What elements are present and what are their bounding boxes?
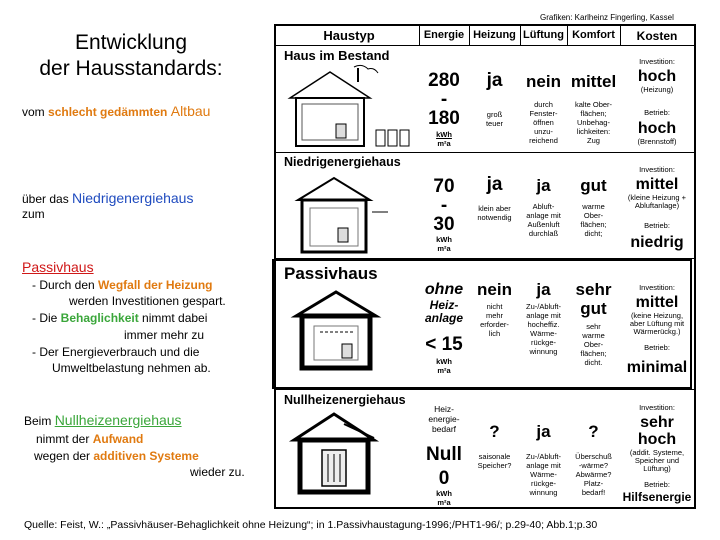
lueftung-bestand-note: durch Fenster- öffnen unzu- reichend xyxy=(529,100,558,145)
cost-investition-bestand: hoch xyxy=(637,68,677,85)
cost-label-investition: Investition: xyxy=(639,403,675,412)
unit-kwh: kWh xyxy=(436,489,452,498)
lueftung-niedrig: ja xyxy=(536,176,551,195)
house-standards-table xyxy=(274,24,696,509)
title-line-1: Entwicklung xyxy=(74,31,188,54)
komfort-niedrig: gut xyxy=(580,176,607,195)
header-energie: Energie xyxy=(423,29,465,41)
energie-niedrig-max: 70 xyxy=(433,176,455,197)
page-title xyxy=(6,30,256,82)
cost-betrieb-passiv: minimal xyxy=(626,359,688,376)
row-title-passivhaus: Passivhaus xyxy=(284,264,378,283)
komfort-bestand-note: kalte Ober- flächen; Unbehag- lichkeiten: Zug xyxy=(574,100,613,145)
energie-passiv: ohne xyxy=(424,281,464,298)
cost-label-betrieb: Betrieb: xyxy=(644,221,670,230)
cost-investition-bestand-note: (Heizung) xyxy=(640,85,674,94)
komfort-passiv: sehr gut xyxy=(575,280,612,318)
heizung-passiv-note: nicht mehr erforder- lich xyxy=(480,302,509,338)
paragraph-nullheiz-line-2 xyxy=(36,432,143,446)
unit-kwh: kWh xyxy=(436,357,452,366)
komfort-niedrig-note: warme Ober- flächen; dicht; xyxy=(580,202,607,238)
bullet-1 xyxy=(32,278,213,292)
paragraph-niedrig xyxy=(22,190,193,206)
title-line-2: der Hausstandards: xyxy=(39,57,223,80)
lueftung-null-note: Zu-/Abluft- anlage mit Wärme- rückge- winnung xyxy=(525,452,561,497)
energie-null-value: 0 xyxy=(438,468,450,489)
text: - Die xyxy=(32,311,61,325)
heizung-niedrig-note: klein aber notwendig xyxy=(477,204,512,222)
energie-null-label: Heiz- energie- bedarf xyxy=(428,404,460,434)
highlight-behaglichkeit: Behaglichkeit xyxy=(60,311,139,325)
komfort-passiv-note: sehr warme Ober- flächen; dicht. xyxy=(580,322,607,367)
house-section-icon xyxy=(284,410,412,496)
unit-m2a: m²a xyxy=(437,139,451,148)
header-haustyp: Haustyp xyxy=(323,28,375,43)
unit-kwh: kWh xyxy=(436,130,452,139)
komfort-null: ? xyxy=(588,422,599,441)
text: - Durch den xyxy=(32,278,99,292)
text: vom xyxy=(22,105,49,119)
paragraph-altbau xyxy=(22,103,210,119)
text: nimmt dabei xyxy=(138,311,208,325)
header-heizung: Heizung xyxy=(473,29,516,41)
komfort-null-note: Überschuß -wärme? Abwärme? Platz- bedarf! xyxy=(575,452,612,497)
heizung-null: ? xyxy=(489,422,500,441)
heizung-niedrig: ja xyxy=(486,174,503,195)
cost-betrieb-bestand-note: (Brennstoff) xyxy=(637,137,677,146)
bullet-3: - Der Energieverbrauch und die xyxy=(32,345,200,359)
term-nullheizenergiehaus: Nullheizenergiehaus xyxy=(54,412,182,428)
energie-niedrig-min: 30 xyxy=(433,214,455,235)
text: wegen der xyxy=(34,449,94,463)
cost-label-investition: Investition: xyxy=(639,57,675,66)
cost-investition-passiv: mittel xyxy=(635,294,679,311)
unit-m2a: m²a xyxy=(437,244,451,253)
komfort-bestand: mittel xyxy=(570,72,617,91)
energie-passiv-sub: Heiz- anlage xyxy=(424,298,463,325)
graphic-credit: Grafiken: Karlheinz Fingerling, Kassel xyxy=(540,13,674,22)
energie-bestand-max: 280 xyxy=(428,70,460,91)
unit-m2a: m²a xyxy=(437,498,451,507)
cost-label-investition: Investition: xyxy=(639,283,675,292)
lueftung-passiv-note: Zu-/Abluft- anlage mit hocheffiz. Wärme- rückge- winnung xyxy=(525,302,561,356)
source-citation: Quelle: Feist, W.: „Passivhäuser-Behaglichkeit ohne Heizung“; in 1.Passivhaustagung-1996;/PHT1-96/; p.29-40; Abb.1;p.30 xyxy=(24,519,598,531)
cost-betrieb-niedrig: niedrig xyxy=(630,234,684,251)
header-komfort: Komfort xyxy=(572,29,615,41)
energie-bestand-min: 180 xyxy=(428,108,460,129)
cost-label-investition: Investition: xyxy=(639,165,675,174)
unit-m2a: m²a xyxy=(437,366,451,375)
term-niedrigenergiehaus: Niedrigenergiehaus xyxy=(72,190,194,206)
bullet-2-line-2: immer mehr zu xyxy=(124,328,205,342)
bullet-3-line-2: Umweltbelastung nehmen ab. xyxy=(52,361,211,375)
term-passivhaus: Passivhaus xyxy=(22,259,94,275)
unit-kwh: kWh xyxy=(436,235,452,244)
bullet-2 xyxy=(32,311,207,325)
highlight-insulation: schlecht gedämmten xyxy=(48,105,168,119)
lueftung-null: ja xyxy=(536,422,551,441)
house-section-icon xyxy=(284,64,412,150)
paragraph-nullheiz-line-3 xyxy=(34,449,199,463)
energie-null: Null xyxy=(426,444,462,465)
energie-passiv-value: < 15 xyxy=(425,334,463,355)
highlight-additive-systeme: additiven Systeme xyxy=(93,449,199,463)
header-kosten: Kosten xyxy=(636,29,678,43)
heizung-passiv: nein xyxy=(477,280,512,299)
house-section-icon xyxy=(284,172,412,258)
text-zum: zum xyxy=(22,207,45,221)
cost-investition-niedrig-note: (kleine Heizung + Abluftanlage) xyxy=(627,193,687,210)
bullet-1-line-2: werden Investitionen gespart. xyxy=(69,294,226,308)
heizung-bestand-note: groß teuer xyxy=(485,110,504,128)
paragraph-nullheiz-line-4: wieder zu. xyxy=(190,465,245,479)
cost-label-betrieb: Betrieb: xyxy=(644,343,670,352)
row-title-niedrig: Niedrigenergiehaus xyxy=(284,155,401,169)
lueftung-niedrig-note: Abluft- anlage mit Außenluft durchlaß xyxy=(526,202,561,238)
heizung-null-note: saisonale Speicher? xyxy=(477,452,512,470)
cost-betrieb-bestand: hoch xyxy=(637,120,677,137)
cost-investition-niedrig: mittel xyxy=(635,176,679,193)
heading-passivhaus xyxy=(22,259,94,275)
header-lueftung: Lüftung xyxy=(523,29,564,41)
text: Beim xyxy=(24,414,55,428)
house-section-icon xyxy=(284,288,412,374)
energie-bestand-dash: - xyxy=(440,89,448,110)
paragraph-nullheiz xyxy=(24,412,182,428)
cost-investition-null-note: (addit. Systeme, Speicher und Lüftung) xyxy=(629,448,685,473)
row-title-nullheiz: Nullheizenergiehaus xyxy=(284,393,406,407)
cost-label-betrieb: Betrieb: xyxy=(644,480,670,489)
highlight-heizung: Wegfall der Heizung xyxy=(98,278,213,292)
cost-label-betrieb: Betrieb: xyxy=(644,108,670,117)
heizung-bestand: ja xyxy=(486,70,503,91)
text: über das xyxy=(22,192,73,206)
cost-investition-passiv-note: (keine Heizung, aber Lüftung mit Wärmerückg.) xyxy=(629,311,685,336)
cost-investition-null: sehr hoch xyxy=(637,414,677,448)
cost-betrieb-null: Hilfsenergie xyxy=(622,490,692,504)
energie-niedrig-dash: - xyxy=(440,195,448,216)
lueftung-passiv: ja xyxy=(536,280,551,299)
lueftung-bestand: nein xyxy=(526,72,561,91)
highlight-aufwand: Aufwand xyxy=(92,432,144,446)
row-title-bestand: Haus im Bestand xyxy=(284,48,390,63)
text: nimmt der xyxy=(36,432,93,446)
term-altbau: Altbau xyxy=(170,103,211,119)
